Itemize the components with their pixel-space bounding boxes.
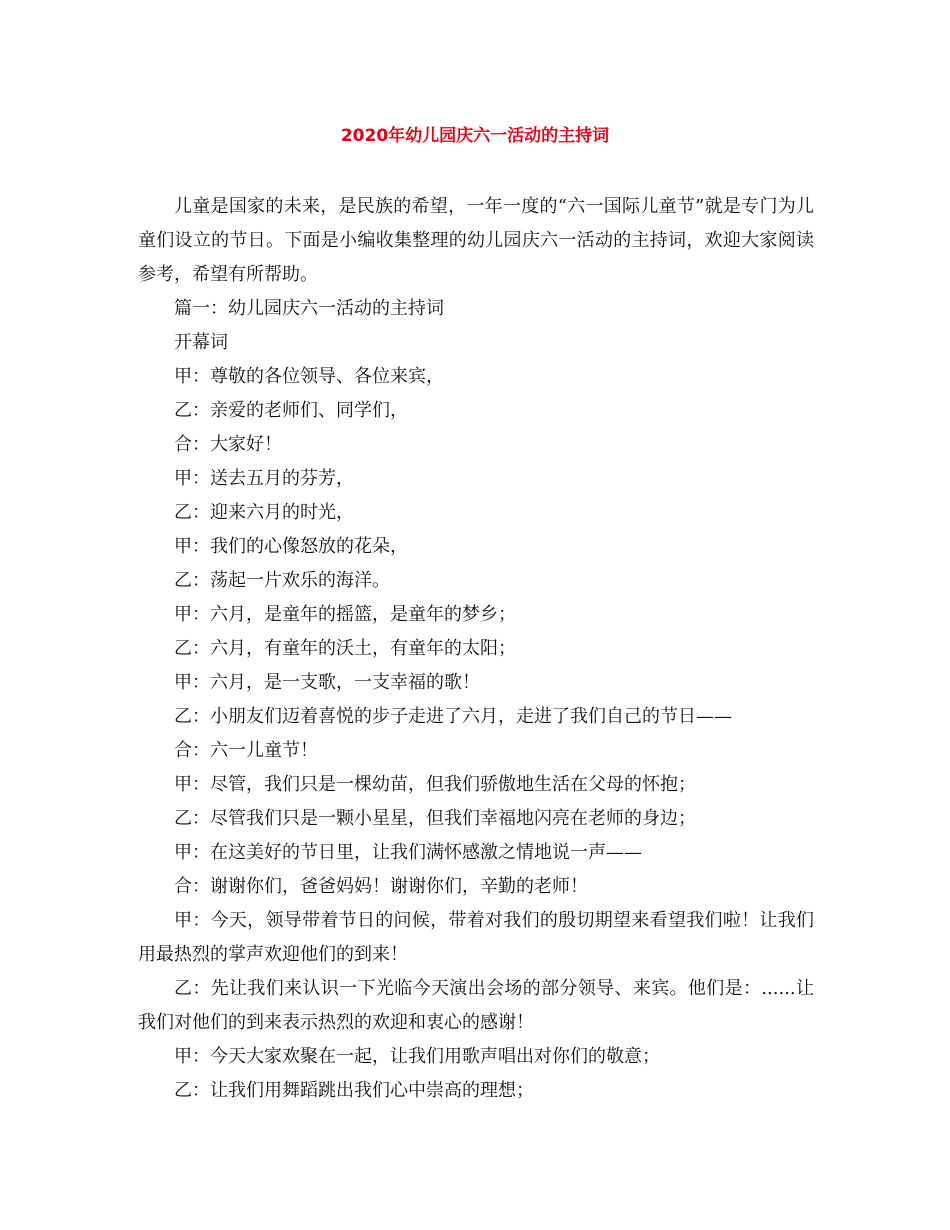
script-line: 甲：今天，领导带着节日的问候，带着对我们的殷切期望来看望我们啦！让我们用最热烈的掌声欢迎他们的到来！ (138, 910, 814, 965)
script-line: 乙：荡起一片欢乐的海洋。 (174, 570, 390, 591)
script-line: 甲：我们的心像怒放的花朵， (174, 536, 408, 557)
script-line: 乙：六月，有童年的沃土，有童年的太阳； (174, 638, 516, 659)
intro-paragraph: 儿童是国家的未来，是民族的希望，一年一度的“六一国际儿童节”就是专门为儿童们设立的节日。下面是小编收集整理的幼儿园庆六一活动的主持词，欢迎大家阅读参考，希望有所帮助。 (138, 196, 814, 285)
script-line: 乙：亲爱的老师们、同学们， (174, 400, 408, 421)
document-body (138, 190, 814, 1108)
script-line: 甲：尊敬的各位领导、各位来宾， (174, 366, 444, 387)
subsection-heading: 开幕词 (174, 332, 228, 353)
script-line: 甲：六月，是童年的摇篮，是童年的梦乡； (174, 604, 516, 625)
document-title: 2020年幼儿园庆六一活动的主持词 (340, 126, 610, 146)
script-line: 乙：让我们用舞蹈跳出我们心中崇高的理想； (174, 1080, 534, 1101)
script-line: 乙：迎来六月的时光， (174, 502, 354, 523)
script-line: 乙：先让我们来认识一下光临今天演出会场的部分领导、来宾。他们是：......让我们对他们的到来表示热烈的欢迎和衷心的感谢！ (138, 978, 814, 1033)
script-line: 甲：尽管，我们只是一棵幼苗，但我们骄傲地生活在父母的怀抱； (174, 774, 696, 795)
section-heading: 篇一：幼儿园庆六一活动的主持词 (174, 298, 444, 319)
script-line: 合：谢谢你们，爸爸妈妈！谢谢你们，辛勤的老师！ (174, 876, 588, 897)
script-line: 合：六一儿童节！ (174, 740, 318, 761)
script-line: 甲：六月，是一支歌，一支幸福的歌！ (174, 672, 480, 693)
script-line: 合：大家好！ (174, 434, 282, 455)
script-line: 甲：送去五月的芬芳， (174, 468, 354, 489)
script-line: 乙：尽管我们只是一颗小星星，但我们幸福地闪亮在老师的身边； (174, 808, 696, 829)
script-line: 乙：小朋友们迈着喜悦的步子走进了六月，走进了我们自己的节日—— (174, 706, 732, 727)
script-line: 甲：今天大家欢聚在一起，让我们用歌声唱出对你们的敬意； (174, 1046, 660, 1067)
script-line: 甲：在这美好的节日里，让我们满怀感激之情地说一声—— (174, 842, 642, 863)
